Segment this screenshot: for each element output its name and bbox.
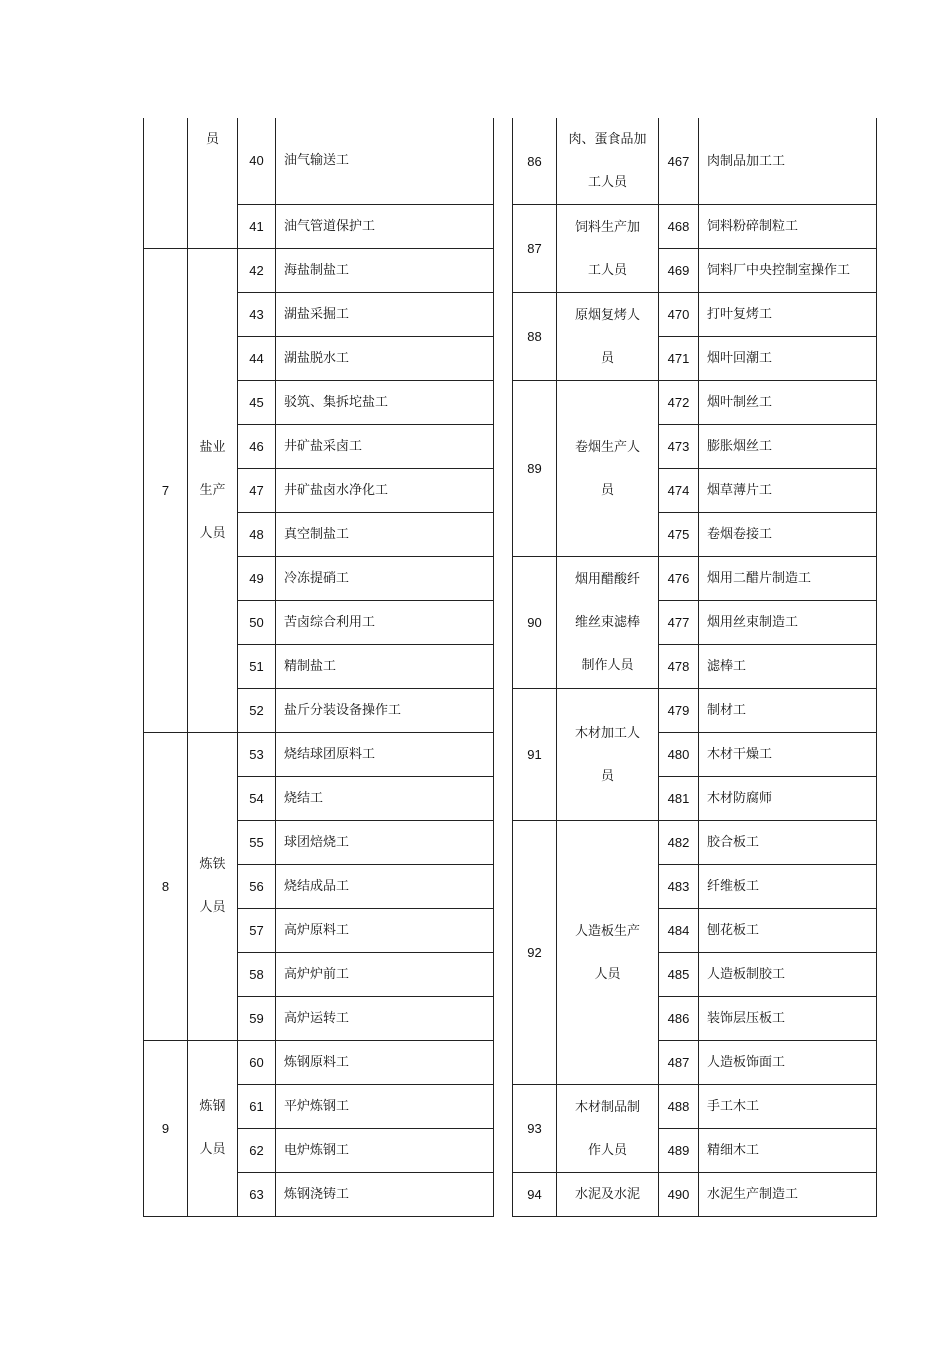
occupation-name: 烟用丝束制造工	[699, 601, 877, 645]
occupation-name: 刨花板工	[699, 909, 877, 953]
occupation-name: 真空制盐工	[276, 512, 494, 556]
group-name-cell: 员	[188, 118, 238, 248]
table-row	[144, 118, 494, 204]
occupation-number: 480	[659, 733, 699, 777]
occupation-number: 48	[238, 512, 276, 556]
occupation-name: 高炉运转工	[276, 996, 494, 1040]
occupation-name: 纤维板工	[699, 865, 877, 909]
occupation-number: 45	[238, 380, 276, 424]
occupation-name: 打叶复烤工	[699, 293, 877, 337]
occupation-name: 烟叶制丝工	[699, 381, 877, 425]
group-id-cell: 91	[513, 689, 557, 821]
occupation-name: 油气输送工	[276, 118, 494, 204]
group-name-cell: 盐业 生产 人员	[188, 248, 238, 732]
occupation-name: 烟用二醋片制造工	[699, 557, 877, 601]
occupation-number: 487	[659, 1041, 699, 1085]
occupation-name: 井矿盐采卤工	[276, 424, 494, 468]
occupation-name: 炼钢原料工	[276, 1040, 494, 1084]
occupation-number: 42	[238, 248, 276, 292]
occupation-name: 人造板制胶工	[699, 953, 877, 997]
group-id-cell: 93	[513, 1085, 557, 1173]
occupation-number: 60	[238, 1040, 276, 1084]
occupation-number: 53	[238, 732, 276, 776]
occupation-number: 474	[659, 469, 699, 513]
occupation-name: 滤棒工	[699, 645, 877, 689]
occupation-number: 488	[659, 1085, 699, 1129]
occupation-number: 63	[238, 1172, 276, 1216]
occupation-name: 高炉炉前工	[276, 952, 494, 996]
occupation-name: 烧结球团原料工	[276, 732, 494, 776]
occupation-name: 高炉原料工	[276, 908, 494, 952]
table-row	[513, 293, 877, 337]
occupation-number: 467	[659, 118, 699, 205]
occupation-number: 49	[238, 556, 276, 600]
occupation-number: 40	[238, 118, 276, 204]
table-row	[144, 1040, 494, 1084]
occupation-name: 驳筑、集拆坨盐工	[276, 380, 494, 424]
occupation-name: 湖盐脱水工	[276, 336, 494, 380]
occupation-name: 手工木工	[699, 1085, 877, 1129]
occupation-name: 膨胀烟丝工	[699, 425, 877, 469]
occupation-number: 472	[659, 381, 699, 425]
occupation-number: 468	[659, 205, 699, 249]
occupation-number: 471	[659, 337, 699, 381]
occupation-name: 精细木工	[699, 1129, 877, 1173]
group-name-cell: 木材制品制 作人员	[557, 1085, 659, 1173]
group-id-cell: 86	[513, 118, 557, 205]
occupation-name: 湖盐采掘工	[276, 292, 494, 336]
group-id-cell: 87	[513, 205, 557, 293]
group-name-cell: 卷烟生产人 员	[557, 381, 659, 557]
table-row	[144, 732, 494, 776]
occupation-number: 56	[238, 864, 276, 908]
occupation-name: 烧结工	[276, 776, 494, 820]
left-occupation-table	[143, 118, 494, 1217]
occupation-name: 烧结成品工	[276, 864, 494, 908]
occupation-number: 470	[659, 293, 699, 337]
table-row	[513, 821, 877, 865]
occupation-name: 油气管道保护工	[276, 204, 494, 248]
occupation-name: 饲料粉碎制粒工	[699, 205, 877, 249]
group-id-cell: 9	[144, 1040, 188, 1216]
occupation-name: 盐斤分装设备操作工	[276, 688, 494, 732]
occupation-name: 苦卤综合利用工	[276, 600, 494, 644]
occupation-name: 海盐制盐工	[276, 248, 494, 292]
occupation-name: 电炉炼钢工	[276, 1128, 494, 1172]
occupation-number: 55	[238, 820, 276, 864]
occupation-number: 52	[238, 688, 276, 732]
occupation-number: 46	[238, 424, 276, 468]
occupation-number: 47	[238, 468, 276, 512]
occupation-number: 54	[238, 776, 276, 820]
occupation-number: 469	[659, 249, 699, 293]
occupation-name: 球团焙烧工	[276, 820, 494, 864]
occupation-number: 59	[238, 996, 276, 1040]
occupation-name: 炼钢浇铸工	[276, 1172, 494, 1216]
occupation-number: 486	[659, 997, 699, 1041]
occupation-name: 肉制品加工工	[699, 118, 877, 205]
occupation-number: 51	[238, 644, 276, 688]
occupation-name: 卷烟卷接工	[699, 513, 877, 557]
group-id-cell: 88	[513, 293, 557, 381]
group-name-cell: 原烟复烤人 员	[557, 293, 659, 381]
occupation-number: 490	[659, 1173, 699, 1217]
occupation-number: 57	[238, 908, 276, 952]
occupation-name: 井矿盐卤水净化工	[276, 468, 494, 512]
table-row	[513, 1173, 877, 1217]
table-row	[513, 118, 877, 205]
occupation-number: 44	[238, 336, 276, 380]
occupation-number: 476	[659, 557, 699, 601]
occupation-number: 485	[659, 953, 699, 997]
group-id-cell: 89	[513, 381, 557, 557]
occupation-name: 装饰层压板工	[699, 997, 877, 1041]
occupation-number: 473	[659, 425, 699, 469]
occupation-name: 木材防腐师	[699, 777, 877, 821]
occupation-number: 484	[659, 909, 699, 953]
occupation-number: 478	[659, 645, 699, 689]
occupation-number: 483	[659, 865, 699, 909]
occupation-number: 61	[238, 1084, 276, 1128]
group-id-cell: 8	[144, 732, 188, 1040]
occupation-name: 烟叶回潮工	[699, 337, 877, 381]
occupation-name: 精制盐工	[276, 644, 494, 688]
occupation-number: 481	[659, 777, 699, 821]
right-occupation-table	[512, 118, 877, 1217]
group-id-cell: 90	[513, 557, 557, 689]
occupation-number: 62	[238, 1128, 276, 1172]
occupation-number: 477	[659, 601, 699, 645]
occupation-name: 冷冻提硝工	[276, 556, 494, 600]
occupation-number: 43	[238, 292, 276, 336]
table-row	[513, 557, 877, 601]
occupation-number: 58	[238, 952, 276, 996]
occupation-number: 489	[659, 1129, 699, 1173]
occupation-number: 41	[238, 204, 276, 248]
occupation-name: 胶合板工	[699, 821, 877, 865]
occupation-name: 平炉炼钢工	[276, 1084, 494, 1128]
table-row	[513, 689, 877, 733]
group-name-cell: 烟用醋酸纤 维丝束滤棒 制作人员	[557, 557, 659, 689]
group-id-cell: 7	[144, 248, 188, 732]
group-name-cell: 肉、蛋食品加 工人员	[557, 118, 659, 205]
table-row	[513, 1085, 877, 1129]
occupation-name: 饲料厂中央控制室操作工	[699, 249, 877, 293]
group-id-cell: 94	[513, 1173, 557, 1217]
group-name-cell: 木材加工人 员	[557, 689, 659, 821]
table-row	[513, 381, 877, 425]
occupation-name: 木材干燥工	[699, 733, 877, 777]
group-name-cell: 炼铁 人员	[188, 732, 238, 1040]
group-id-cell: 92	[513, 821, 557, 1085]
table-row	[513, 205, 877, 249]
group-name-cell: 水泥及水泥	[557, 1173, 659, 1217]
group-name-cell: 炼钢 人员	[188, 1040, 238, 1216]
occupation-number: 482	[659, 821, 699, 865]
group-id-cell	[144, 118, 188, 248]
table-row	[144, 248, 494, 292]
occupation-name: 人造板饰面工	[699, 1041, 877, 1085]
group-name-cell: 饲料生产加 工人员	[557, 205, 659, 293]
occupation-name: 制材工	[699, 689, 877, 733]
group-name-cell: 人造板生产 人员	[557, 821, 659, 1085]
occupation-number: 479	[659, 689, 699, 733]
occupation-name: 烟草薄片工	[699, 469, 877, 513]
occupation-name: 水泥生产制造工	[699, 1173, 877, 1217]
occupation-number: 475	[659, 513, 699, 557]
occupation-number: 50	[238, 600, 276, 644]
